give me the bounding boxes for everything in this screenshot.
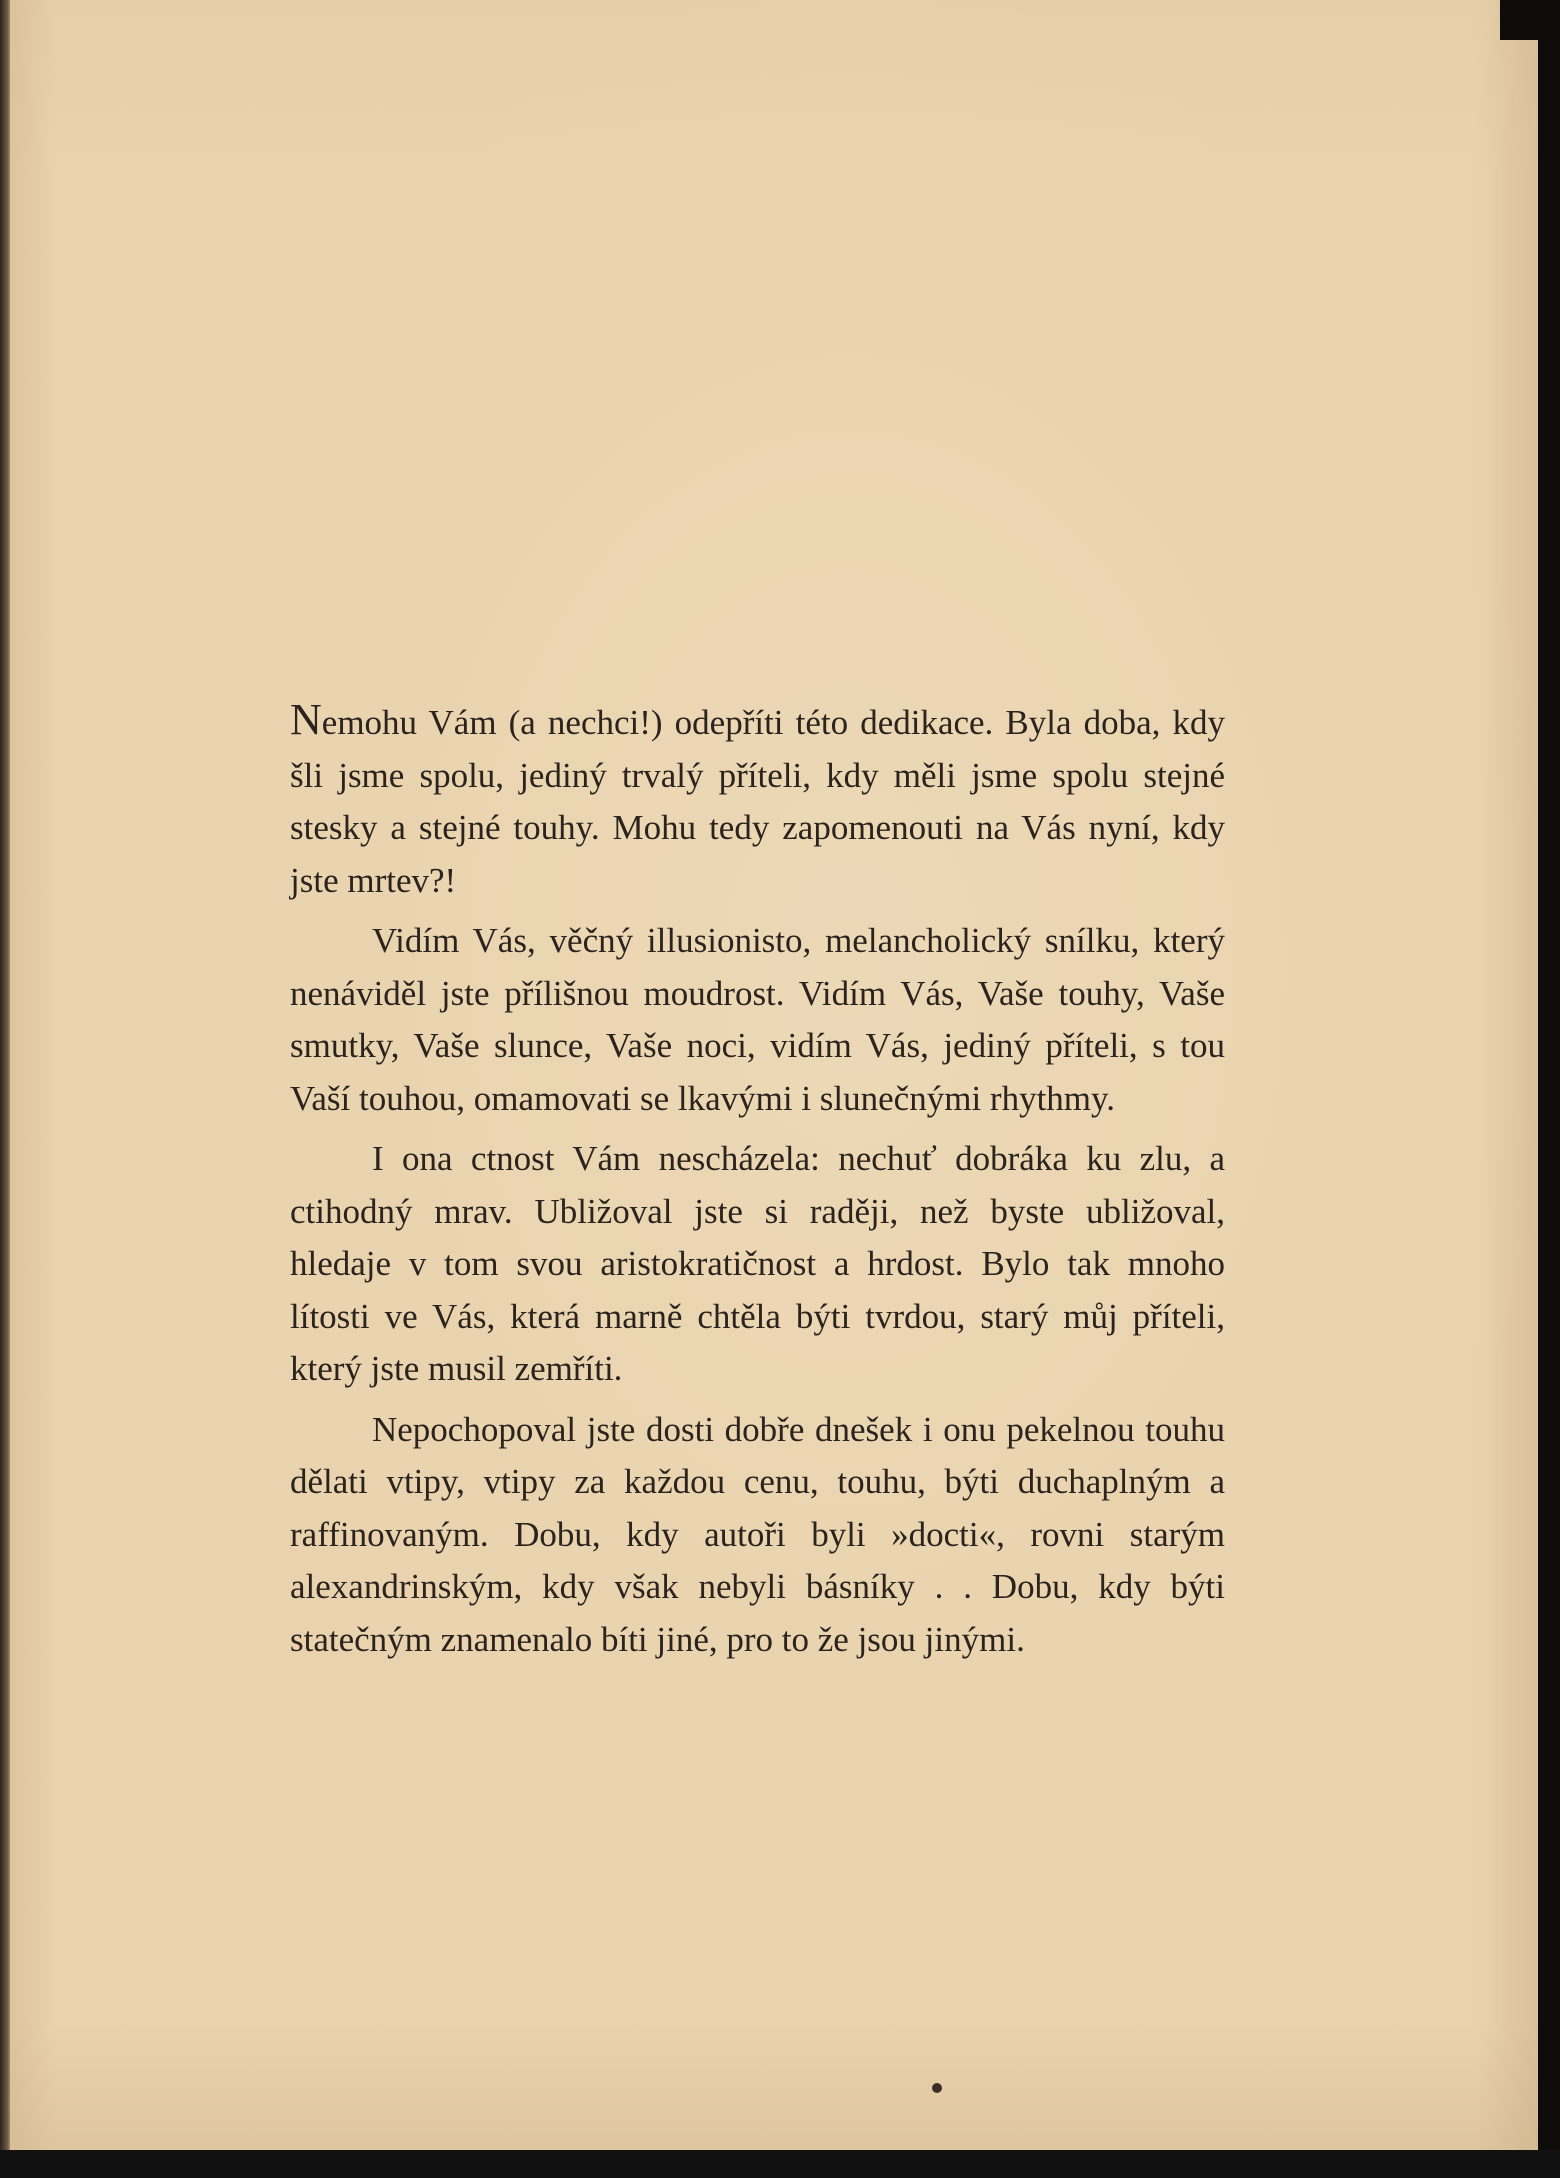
dedication-text bbox=[290, 697, 1225, 1674]
paragraph-2: Vidím Vás, věčný illusionisto, melancholický snílku, který nenáviděl jste přílišnou moudrost. Vidím Vás, Vaše touhy, Vaše smutky, Vaše slunce, Vaše noci, vidím Vás, jediný příteli, s tou Vaší touhou, omamovati se lkavými i slunečnými rhythmy. bbox=[290, 921, 1225, 1118]
page-edge-shadow bbox=[1538, 0, 1560, 2178]
paragraph-1-text: emohu Vám (a nechci!) odepříti této dedikace. Byla doba, kdy šli jsme spolu, jediný trvalý příteli, kdy měli jsme spolu stejné stesky a stejné touhy. Mohu tedy zapomenouti na Vás nyní, kdy jste mrtev?! bbox=[290, 703, 1225, 900]
page-dot-mark bbox=[932, 2083, 942, 2093]
drop-cap: N bbox=[290, 695, 322, 744]
page-bottom-edge bbox=[0, 2150, 1560, 2178]
paragraph-3: I ona ctnost Vám nescházela: nechuť dobráka ku zlu, a ctihodný mrav. Ubližoval jste si raději, než byste ubližoval, hledaje v tom svou aristokratičnost a hrdost. Bylo tak mnoho lítosti ve Vás, která marně chtěla býti tvrdou, starý můj příteli, který jste musil zemříti. bbox=[290, 1139, 1225, 1388]
book-page bbox=[10, 0, 1538, 2150]
paragraph-1 bbox=[290, 697, 1225, 907]
paragraph-4: Nepochopoval jste dosti dobře dnešek i onu pekelnou touhu dělati vtipy, vtipy za každou cenu, touhu, býti duchaplným a raffinovaným. Dobu, kdy autoři byli »docti«, rovni starým alexandrinským, kdy však nebyli básníky . . Dobu, kdy býti statečným znamenalo bíti jiné, pro to že jsou jinými. bbox=[290, 1409, 1225, 1659]
